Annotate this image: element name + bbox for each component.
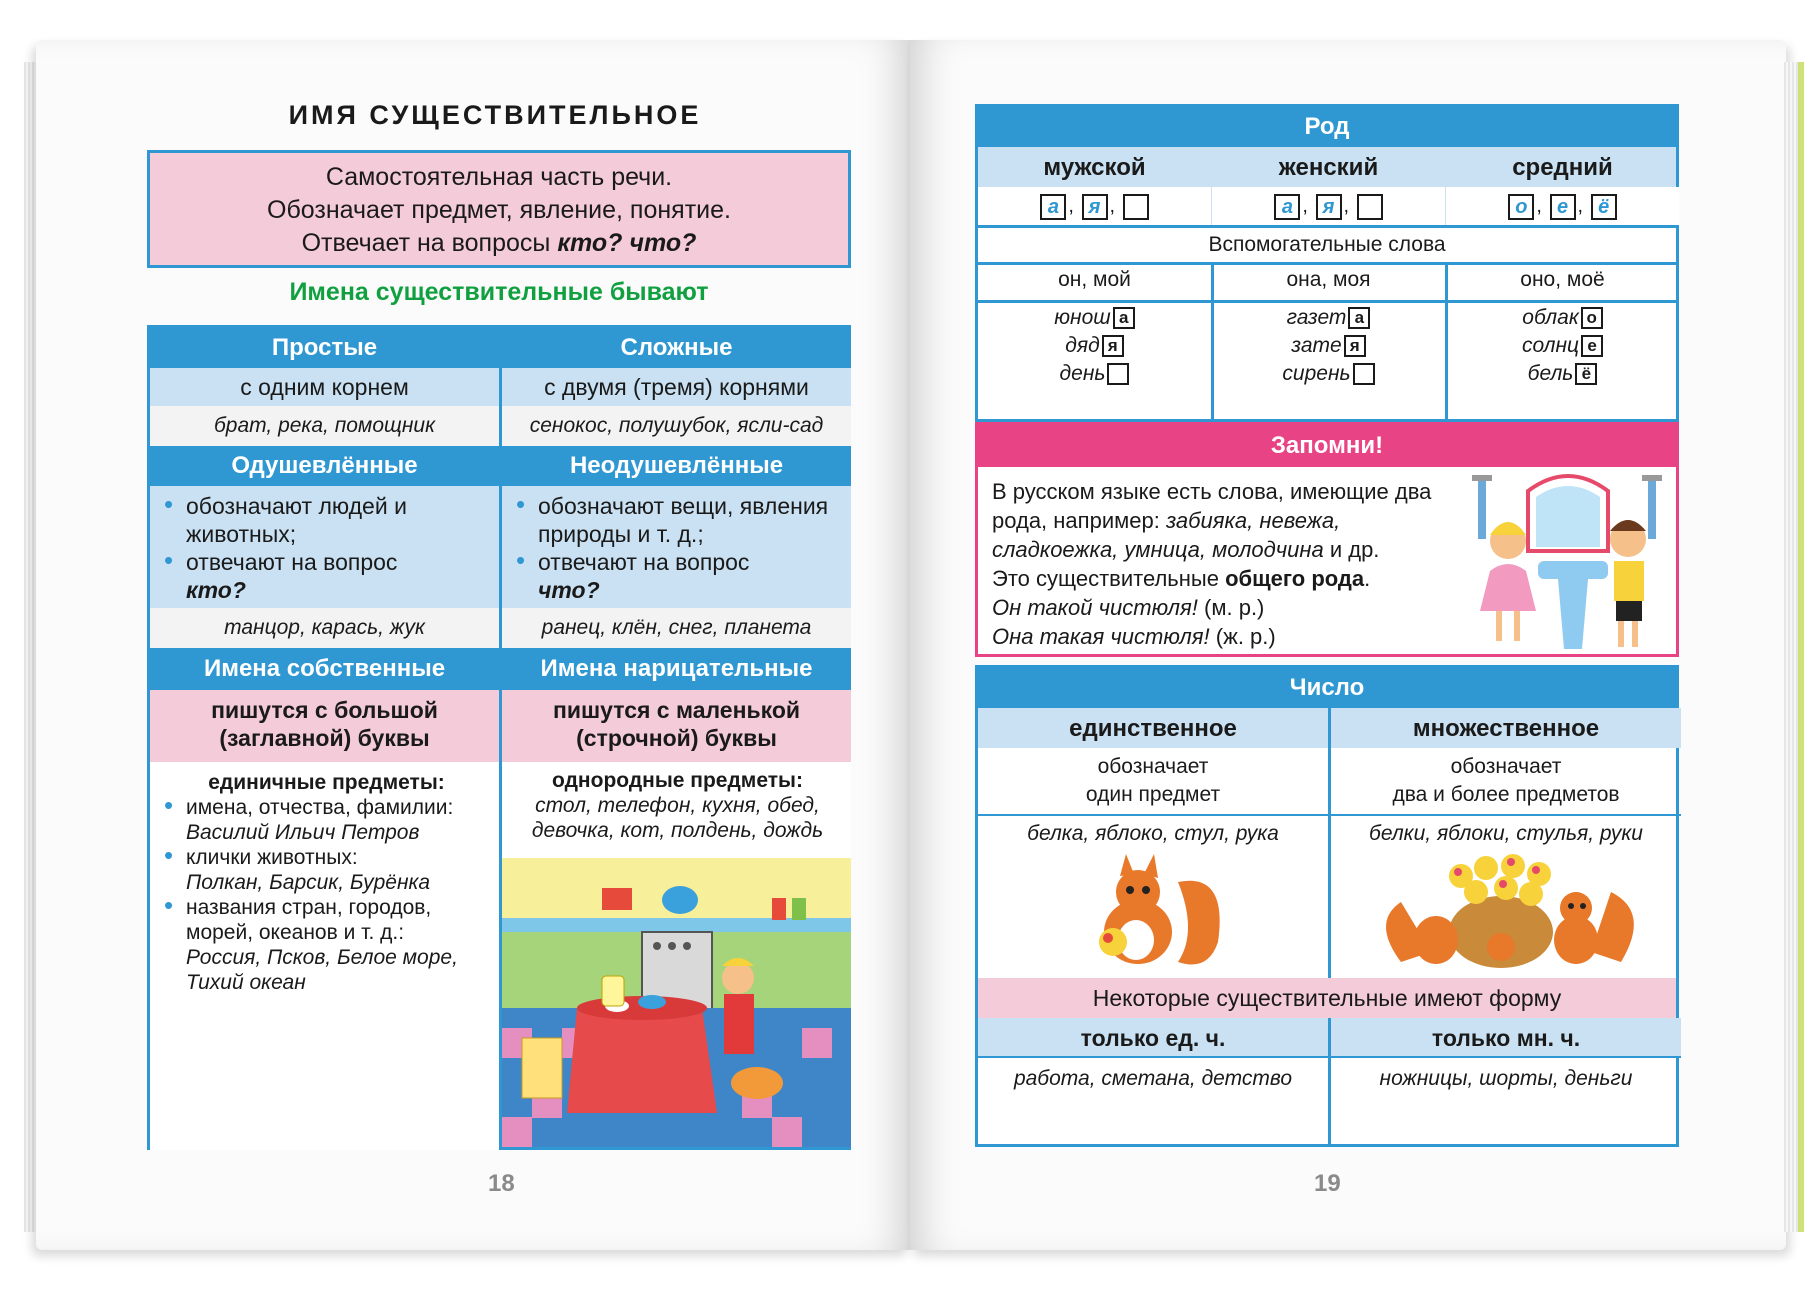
inanimate-question: что? (538, 577, 600, 603)
word-stem: зате (1291, 334, 1342, 357)
gender-header: Род (978, 107, 1676, 147)
proper-items-title: единичные предметы: (208, 771, 445, 794)
only-plural-name: только мн. ч. (1331, 1018, 1681, 1056)
header-compound: Сложные (502, 328, 851, 368)
singular-desc-1: обозначает (1097, 755, 1209, 778)
word-stem: газет (1286, 306, 1347, 329)
gender-col-masculine (978, 147, 1211, 388)
inanimate-bullet-2-text: отвечают на вопрос (538, 549, 750, 575)
proper-item-2-example: Полкан, Барсик, Бурёнка (186, 871, 431, 894)
animate-bullet-2 (186, 548, 487, 604)
endings-neuter: о , е , ё (1446, 187, 1679, 225)
ending-box-empty (1107, 363, 1129, 385)
only-singular (978, 1018, 1328, 1098)
proper-item-3-example: Россия, Псков, Белое море, Тихий океан (186, 946, 458, 994)
gender-name-masculine: мужской (1043, 154, 1146, 181)
helper-words-title: Вспомогательные слова (978, 228, 1676, 262)
ending-box: е (1550, 194, 1576, 220)
page-edge-accent (1798, 62, 1804, 1232)
singular-column (978, 708, 1328, 983)
ending-box: я (1082, 194, 1108, 220)
common-items (502, 762, 851, 858)
proper-items (150, 762, 499, 1150)
ending-box: о (1581, 307, 1603, 329)
plural-examples: белки, яблоки, стулья, руки (1369, 822, 1643, 845)
plural-desc-2: два и более предметов (1392, 783, 1620, 806)
some-nouns-note: Некоторые существительные имеют форму (978, 978, 1676, 1018)
ending-box: я (1344, 335, 1366, 357)
remember-p1-suffix: и др. (1323, 537, 1380, 562)
simple-desc: с одним корнем (150, 368, 499, 406)
ending-box-empty (1123, 194, 1149, 220)
ending-box: я (1102, 335, 1124, 357)
remember-p2-text: Это существительные (992, 566, 1226, 591)
examples-masculine (978, 300, 1211, 388)
example-word (1212, 304, 1445, 332)
plural-desc-1: обозначает (1450, 755, 1562, 778)
squirrel-icon (978, 852, 1328, 978)
word-stem: юнош (1054, 306, 1111, 329)
only-singular-name: только ед. ч. (978, 1018, 1328, 1056)
proper-item-3: • названия стран, городов, морей, океанов и т. д.: (186, 895, 489, 945)
gender-col-feminine (1212, 147, 1445, 388)
example-sentence: Она такая чистюля! (992, 624, 1210, 649)
ending-box: а (1040, 194, 1066, 220)
examples-neuter (1446, 300, 1679, 388)
only-plural-examples: ножницы, шорты, деньги (1379, 1067, 1633, 1090)
example-note: (м. р.) (1204, 595, 1265, 620)
ending-box: а (1113, 307, 1135, 329)
definition-line-2: Обозначает предмет, явление, понятие. (267, 196, 731, 224)
remember-header: Запомни! (978, 425, 1676, 467)
common-gender-term: общего рода (1225, 566, 1365, 591)
animate-question: кто? (186, 577, 246, 603)
plural-name: множественное (1331, 708, 1681, 748)
example-word (978, 304, 1211, 332)
example-note: (ж. р.) (1215, 624, 1276, 649)
header-common: Имена нарицательные (502, 648, 851, 690)
singular-desc (978, 748, 1328, 814)
remember-p1-examples: забияка, невежа, сладкоежка, умница, молодчина (992, 508, 1341, 562)
gender-table (975, 104, 1679, 422)
animate-examples: танцор, карась, жук (150, 608, 499, 648)
ending-box: я (1316, 194, 1342, 220)
remember-p1-text: В русском языке есть слова, имеющие два рода, например: (992, 479, 1432, 533)
only-plural (1331, 1018, 1681, 1098)
simple-examples: брат, река, помощник (150, 406, 499, 446)
ending-box: а (1348, 307, 1370, 329)
children-washing-illustration (1468, 471, 1668, 655)
inanimate-bullet-2 (538, 548, 839, 604)
definition-box (147, 150, 851, 268)
page-number-right: 19 (1314, 1170, 1341, 1197)
ending-box-empty (1353, 363, 1375, 385)
kitchen-illustration (502, 858, 851, 1147)
example-word (1212, 332, 1445, 360)
gender-name-feminine: женский (1278, 154, 1379, 181)
example-word (1212, 360, 1445, 388)
plural-column (1331, 708, 1681, 983)
ending-box: ё (1591, 194, 1617, 220)
inanimate-examples: ранец, клён, снег, планета (502, 608, 851, 648)
helpers-feminine: она, моя (1286, 268, 1371, 291)
animate-rules (150, 486, 499, 608)
noun-types-table (147, 325, 851, 1150)
remember-paragraph-1 (992, 477, 1462, 564)
helpers-neuter: оно, моё (1520, 268, 1605, 291)
kitchen-scene-icon (502, 858, 851, 1147)
example-word (1446, 360, 1679, 388)
ending-box-empty (1357, 194, 1383, 220)
remember-box (975, 422, 1679, 657)
compound-examples: сенокос, полушубок, ясли-сад (502, 406, 851, 446)
word-stem: солнц (1521, 334, 1580, 357)
word-stem: бель (1527, 362, 1574, 385)
example-word (978, 332, 1211, 360)
remember-text (992, 477, 1462, 651)
example-word (1446, 332, 1679, 360)
header-simple: Простые (150, 328, 499, 368)
plural-desc (1331, 748, 1681, 814)
endings-masculine: а , я , (978, 187, 1211, 225)
example-sentence: Он такой чистюля! (992, 595, 1198, 620)
ending-box: е (1581, 335, 1603, 357)
proper-rule: пишутся с большой (заглавной) буквы (150, 690, 499, 762)
remember-p2-suffix: . (1364, 566, 1371, 591)
gender-col-neuter (1446, 147, 1679, 388)
definition-line-3 (150, 227, 848, 260)
definition-line-1: Самостоятельная часть речи. (325, 163, 673, 191)
definition-line-3-prefix: Отвечает на вопросы (301, 229, 558, 257)
helpers-masculine: он, мой (1058, 268, 1131, 291)
header-proper: Имена собственные (150, 648, 499, 690)
only-singular-examples: работа, сметана, детство (1013, 1067, 1293, 1090)
animate-bullet-2-text: отвечают на вопрос (186, 549, 398, 575)
singular-desc-2: один предмет (1085, 783, 1221, 806)
section-subtitle: Имена существительные бывают (289, 278, 709, 306)
remember-example-2 (992, 622, 1462, 651)
squirrels-with-apples-icon (1331, 852, 1681, 978)
proper-item-1: • имена, отчества, фамилии: (186, 795, 489, 820)
header-animate: Одушевлённые (150, 446, 499, 486)
word-stem: день (1059, 362, 1106, 385)
proper-item-1-example: Василий Ильич Петров (186, 821, 420, 844)
endings-feminine: а , я , (1212, 187, 1445, 225)
ending-box: о (1508, 194, 1534, 220)
right-page-edges (1784, 62, 1798, 1232)
example-word (1446, 304, 1679, 332)
examples-feminine (1212, 300, 1445, 388)
animate-bullet-1: • обозначают людей и животных; (186, 492, 487, 548)
remember-paragraph-2 (992, 564, 1462, 593)
page-title: ИМЯ СУЩЕСТВИТЕЛЬНОЕ (288, 100, 702, 130)
word-stem: дяд (1065, 334, 1100, 357)
singular-examples: белка, яблоко, стул, рука (1027, 822, 1279, 845)
number-header: Число (978, 668, 1676, 708)
compound-desc: с двумя (тремя) корнями (502, 368, 851, 406)
header-inanimate: Неодушевлённые (502, 446, 851, 486)
proper-item-2: • клички животных: (186, 845, 489, 870)
ending-box: а (1274, 194, 1300, 220)
word-stem: облак (1522, 306, 1579, 329)
common-examples: стол, телефон, кухня, обед, девочка, кот, полдень, дождь (531, 794, 824, 842)
inanimate-bullet-1: • обозначают вещи, явления природы и т. д.; (538, 492, 839, 548)
gender-name-neuter: средний (1512, 154, 1613, 181)
inanimate-rules (502, 486, 851, 608)
page-number-left: 18 (488, 1170, 515, 1197)
remember-example-1 (992, 593, 1462, 622)
example-word (978, 360, 1211, 388)
common-rule: пишутся с маленькой (строчной) буквы (502, 690, 851, 762)
singular-name: единственное (978, 708, 1328, 748)
common-items-title: однородные предметы: (552, 769, 803, 792)
ending-box: ё (1575, 363, 1597, 385)
definition-questions: кто? что? (557, 229, 697, 257)
number-table (975, 665, 1679, 1147)
word-stem: сирень (1282, 362, 1351, 385)
